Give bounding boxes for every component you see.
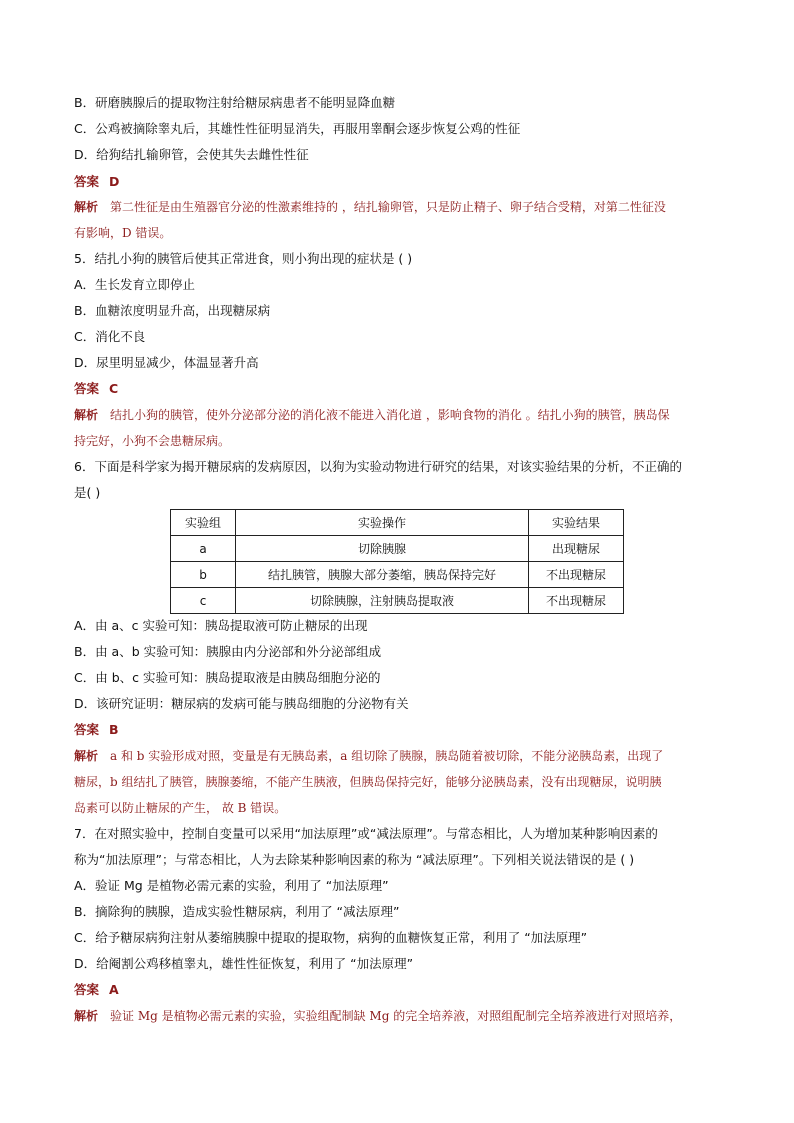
q6-explanation-line-2: 糖尿，b 组结扎了胰管，胰腺萎缩，不能产生胰液，但胰岛保持完好，能够分泌胰岛素，没有出现糖尿，说明胰 <box>74 775 662 789</box>
q7-stem-line-1: 7．在对照实验中，控制自变量可以采用“加法原理”或“减法原理”。与常态相比，人为增加某种影响因素的 <box>74 826 658 841</box>
q5-explanation-line-1 <box>74 407 670 423</box>
q4-answer <box>74 174 119 190</box>
q6-explanation-line-3: 岛素可以防止糖尿的产生， 故 B 错误。 <box>74 801 287 815</box>
q4-option-b: B．研磨胰腺后的提取物注射给糖尿病患者不能明显降血糖 <box>74 95 396 110</box>
answer-value: C <box>109 381 119 396</box>
q7-explanation-line-1 <box>74 1008 681 1024</box>
table-header-cell: 实验操作 <box>236 510 529 536</box>
answer-label: 答案 <box>74 174 100 189</box>
q4-option-c: C．公鸡被摘除睾丸后，其雄性性征明显消失，再服用睾酮会逐步恢复公鸡的性征 <box>74 121 521 136</box>
explain-label: 解析 <box>74 749 99 763</box>
table-cell: 切除胰腺 <box>236 536 529 562</box>
table-cell: c <box>171 588 236 614</box>
table-cell: 结扎胰管，胰腺大部分萎缩，胰岛保持完好 <box>236 562 529 588</box>
q7-option-b: B．摘除狗的胰腺，造成实验性糖尿病，利用了 “减法原理” <box>74 904 400 919</box>
answer-value: D <box>109 174 120 189</box>
explain-text: 第二性征是由生殖器官分泌的性激素维持的 ，结扎输卵管，只是防止精子、卵子结合受精，对第二性征没 <box>110 200 666 214</box>
q6-answer <box>74 722 119 738</box>
answer-value: A <box>109 982 119 997</box>
q6-option-a: A．由 a、c 实验可知：胰岛提取液可防止糖尿的出现 <box>74 618 368 633</box>
table-row <box>171 562 624 588</box>
answer-label: 答案 <box>74 982 100 997</box>
table-header-row <box>171 510 624 536</box>
q5-answer <box>74 381 118 397</box>
table-cell: 不出现糖尿 <box>529 588 624 614</box>
explain-text: a 和 b 实验形成对照，变量是有无胰岛素，a 组切除了胰腺，胰岛随着被切除，不能分泌胰岛素，出现了 <box>110 749 664 763</box>
table-cell: 切除胰腺，注射胰岛提取液 <box>236 588 529 614</box>
q6-option-c: C．由 b、c 实验可知：胰岛提取液是由胰岛细胞分泌的 <box>74 670 381 685</box>
q6-explanation-line-1 <box>74 748 663 764</box>
table-cell: 不出现糖尿 <box>529 562 624 588</box>
q6-option-d: D．该研究证明：糖尿病的发病可能与胰岛细胞的分泌物有关 <box>74 696 409 711</box>
table-header-cell: 实验结果 <box>529 510 624 536</box>
q5-option-a: A．生长发育立即停止 <box>74 277 196 292</box>
q7-answer <box>74 982 119 998</box>
explain-label: 解析 <box>74 200 99 214</box>
q6-stem-line-1: 6．下面是科学家为揭开糖尿病的发病原因，以狗为实验动物进行研究的结果，对该实验结果的分析，不正确的 <box>74 459 682 474</box>
table-row <box>171 536 624 562</box>
table-cell: 出现糖尿 <box>529 536 624 562</box>
q5-option-d: D．尿里明显减少，体温显著升高 <box>74 355 259 370</box>
table-cell: a <box>171 536 236 562</box>
q5-option-c: C．消化不良 <box>74 329 146 344</box>
q4-explanation-line-2: 有影响，D 错误。 <box>74 226 172 240</box>
experiment-table <box>170 509 624 614</box>
explain-text: 验证 Mg 是植物必需元素的实验，实验组配制缺 Mg 的完全培养液，对照组配制完全培养液进行对照培养， <box>110 1009 682 1023</box>
q5-option-b: B．血糖浓度明显升高，出现糖尿病 <box>74 303 271 318</box>
q7-stem-line-2: 称为“加法原理”；与常态相比，人为去除某种影响因素的称为 “减法原理”。下列相关说法错误的是 ( ) <box>74 852 635 867</box>
q7-option-c: C．给予糖尿病狗注射从萎缩胰腺中提取的提取物，病狗的血糖恢复正常，利用了 “加法原理” <box>74 930 588 945</box>
table-row <box>171 588 624 614</box>
answer-value: B <box>109 722 119 737</box>
q6-stem-line-2: 是( ) <box>74 485 101 500</box>
answer-label: 答案 <box>74 381 100 396</box>
q7-option-a: A．验证 Mg 是植物必需元素的实验，利用了 “加法原理” <box>74 878 389 893</box>
table-cell: b <box>171 562 236 588</box>
explain-label: 解析 <box>74 408 99 422</box>
q7-option-d: D．给阉割公鸡移植睾丸，雄性性征恢复，利用了 “加法原理” <box>74 956 414 971</box>
q4-explanation-line-1 <box>74 199 666 215</box>
q6-option-b: B．由 a、b 实验可知：胰腺由内分泌部和外分泌部组成 <box>74 644 382 659</box>
q4-option-d: D．给狗结扎输卵管，会使其失去雌性性征 <box>74 147 309 162</box>
answer-label: 答案 <box>74 722 100 737</box>
explain-label: 解析 <box>74 1009 99 1023</box>
q5-explanation-line-2: 持完好，小狗不会患糖尿病。 <box>74 434 231 448</box>
q5-stem: 5．结扎小狗的胰管后使其正常进食，则小狗出现的症状是 ( ) <box>74 251 413 266</box>
explain-text: 结扎小狗的胰管，使外分泌部分泌的消化液不能进入消化道 ，影响食物的消化 。结扎小狗的胰管，胰岛保 <box>110 408 670 422</box>
table-header-cell: 实验组 <box>171 510 236 536</box>
